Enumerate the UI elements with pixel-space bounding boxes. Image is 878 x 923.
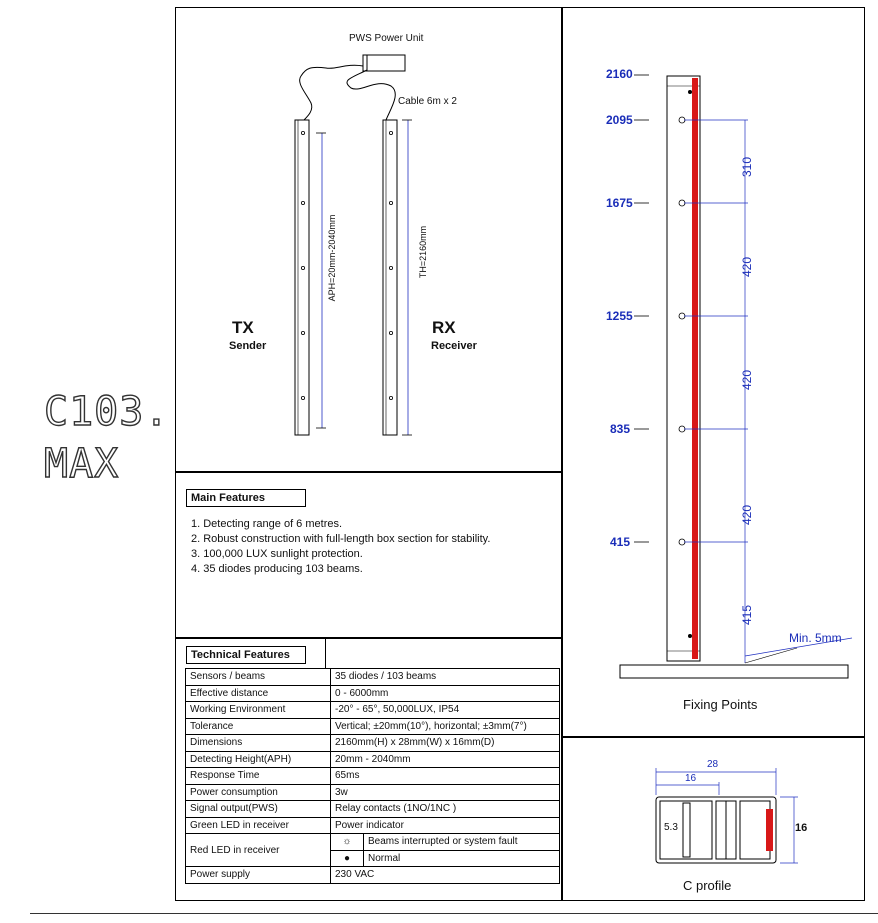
tech-value: Normal [364,850,560,867]
brand-line-1: C103. [44,389,170,435]
tech-value: 2160mm(H) x 28mm(W) x 16mm(D) [331,735,560,752]
th-label: TH=2160mm [418,225,428,279]
tx-rx-diagram [176,8,560,470]
table-row [186,834,560,851]
level-415: 415 [610,535,631,549]
bottom-rule [30,913,878,914]
dot-icon: ● [331,850,364,867]
tech-value: 0 - 6000mm [331,685,560,702]
tech-value: 230 VAC [331,867,560,884]
profile-width-total: 28 [707,759,719,770]
tech-value: 20mm - 2040mm [331,751,560,768]
table-row [186,702,560,719]
level-835: 835 [610,422,631,436]
tx-sub: Sender [229,340,267,352]
profile-inner: 5.3 [664,822,678,833]
feature-item-4: 4. 35 diodes producing 103 beams. [191,563,363,575]
min-label: Min. 5mm [789,631,842,645]
tech-key: Red LED in receiver [186,834,331,867]
tech-key: Dimensions [186,735,331,752]
level-1675: 1675 [606,196,633,210]
table-row [186,685,560,702]
rx-sub: Receiver [431,340,477,352]
aph-label: APH=20mm-2040mm [327,214,337,302]
tech-value: Power indicator [331,817,560,834]
tech-features-title: Technical Features [186,646,306,664]
tech-key: Detecting Height(APH) [186,751,331,768]
tech-value: 35 diodes / 103 beams [331,669,560,686]
tech-value: Vertical; ±20mm(10°), horizontal; ±3mm(7°) [331,718,560,735]
table-row [186,817,560,834]
power-unit-label: PWS Power Unit [349,33,424,44]
tech-key: Sensors / beams [186,669,331,686]
dim-415: 415 [740,604,755,626]
tech-value: Beams interrupted or system fault [364,834,560,851]
profile-width-part: 16 [685,773,697,784]
dim-310: 310 [740,156,755,178]
tech-key: Power consumption [186,784,331,801]
table-row [186,867,560,884]
table-row [186,751,560,768]
level-2095: 2095 [606,113,633,127]
sun-icon: ☼ [331,834,364,851]
tech-table [185,668,560,884]
tech-key: Response Time [186,768,331,785]
tech-value: Relay contacts (1NO/1NC ) [331,801,560,818]
table-row [186,784,560,801]
tx-title: TX [232,318,254,337]
tech-key: Tolerance [186,718,331,735]
table-row [186,718,560,735]
tech-value: 65ms [331,768,560,785]
level-2160: 2160 [606,67,633,81]
brand-line-2: MAX [44,441,120,487]
cable-label: Cable 6m x 2 [398,96,457,107]
feature-item-3: 3. 100,000 LUX sunlight protection. [191,548,363,560]
fixing-title: Fixing Points [683,697,758,712]
tech-divider [325,637,326,668]
table-row [186,801,560,818]
tech-key: Green LED in receiver [186,817,331,834]
tech-value: -20° - 65°, 50,000LUX, IP54 [331,702,560,719]
tech-key: Power supply [186,867,331,884]
dim-420-a: 420 [740,256,755,278]
rx-title: RX [432,318,456,337]
tech-value: 3w [331,784,560,801]
tech-key: Effective distance [186,685,331,702]
table-row [186,735,560,752]
dim-420-c: 420 [740,504,755,526]
feature-item-1: 1. Detecting range of 6 metres. [191,518,343,530]
table-row [186,768,560,785]
table-row [186,669,560,686]
dim-420-b: 420 [740,369,755,391]
profile-height: 16 [795,822,808,834]
main-features-title: Main Features [186,489,306,507]
level-1255: 1255 [606,309,633,323]
tech-key: Working Environment [186,702,331,719]
feature-item-2: 2. Robust construction with full-length box section for stability. [191,533,491,545]
tech-key: Signal output(PWS) [186,801,331,818]
profile-title: C profile [683,878,732,893]
